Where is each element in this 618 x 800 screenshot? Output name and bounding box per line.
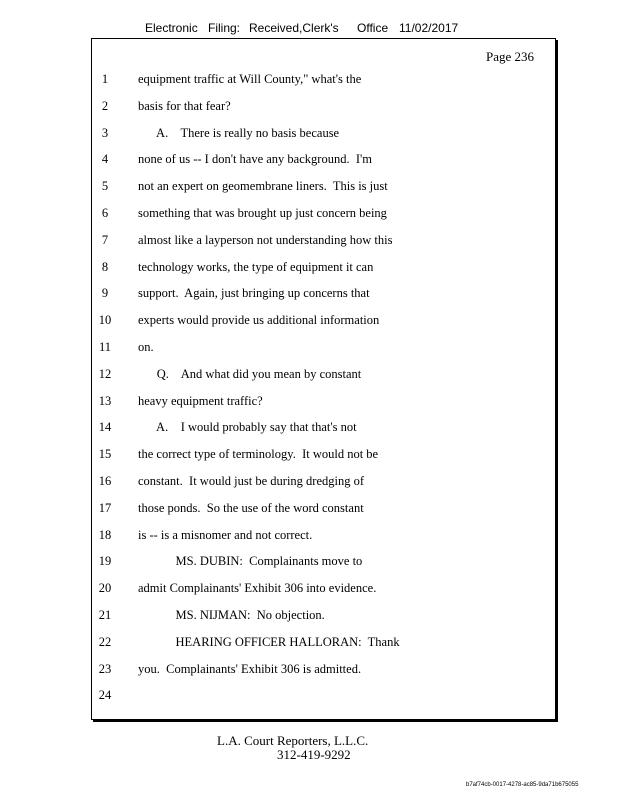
transcript-line [0, 286, 560, 304]
line-number: 13 [98, 393, 112, 408]
line-text: support. Again, just bringing up concerns that [138, 286, 370, 301]
line-text: constant. It would just be during dredging of [138, 474, 365, 488]
page-number: Page 236 [486, 49, 535, 64]
transcript-line [0, 635, 560, 653]
line-number: 19 [98, 554, 112, 569]
line-number: 3 [101, 125, 109, 140]
line-number: 12 [98, 366, 112, 381]
line-text: those ponds. So the use of the word constant [138, 500, 364, 515]
filing-header-office: Office [357, 21, 389, 35]
line-text: Q. And what did you mean by constant [138, 366, 362, 381]
line-number: 7 [101, 232, 109, 247]
transcript-line [0, 662, 560, 680]
line-number: 4 [101, 152, 109, 167]
filing-header-received: Received,Clerk's [249, 21, 339, 35]
line-number: 8 [101, 259, 109, 274]
transcript-line [0, 420, 560, 438]
transcript-line [0, 340, 560, 358]
line-number: 21 [98, 608, 112, 622]
filing-header-date: 11/02/2017 [399, 21, 459, 35]
line-text: MS. DUBIN: Complainants move to [138, 554, 363, 569]
line-number: 5 [101, 179, 109, 194]
line-number: 20 [98, 581, 112, 596]
line-text: HEARING OFFICER HALLORAN: Thank [138, 634, 400, 649]
line-text: none of us -- I don't have any background. I'm [138, 152, 372, 167]
line-text: on. [138, 340, 154, 354]
line-number: 1 [101, 72, 109, 86]
transcript-line [0, 394, 560, 412]
line-number: 9 [101, 286, 109, 301]
footer-phone: 312-419-9292 [277, 747, 351, 762]
line-number: 18 [98, 527, 112, 542]
line-text: experts would provide us additional information [138, 313, 380, 328]
line-text: not an expert on geomembrane liners. This is just [138, 179, 388, 194]
transcript-line [0, 233, 560, 251]
transcript-line [0, 313, 560, 331]
line-number: 10 [98, 313, 112, 328]
line-text: you. Complainants' Exhibit 306 is admitted. [138, 661, 362, 676]
line-number: 14 [98, 420, 112, 435]
line-text: is -- is a misnomer and not correct. [138, 527, 313, 542]
line-number: 15 [98, 447, 112, 462]
line-text: technology works, the type of equipment it can [138, 259, 374, 274]
transcript-line [0, 528, 560, 546]
transcript-line [0, 72, 560, 90]
line-text: equipment traffic at Will County," what's the [138, 72, 362, 86]
transcript-line [0, 260, 560, 278]
line-number: 16 [98, 474, 112, 488]
transcript-line [0, 608, 560, 626]
transcript-line [0, 206, 560, 224]
line-text: MS. NIJMAN: No objection. [138, 608, 325, 622]
transcript-line [0, 474, 560, 492]
transcript-line [0, 126, 560, 144]
line-text: almost like a layperson not understanding how this [138, 232, 393, 247]
transcript-line [0, 501, 560, 519]
filing-header [0, 21, 618, 37]
line-text: something that was brought up just concern being [138, 206, 387, 220]
line-number: 23 [98, 661, 112, 676]
line-number: 22 [98, 634, 112, 649]
transcript-line [0, 581, 560, 599]
line-text: admit Complainants' Exhibit 306 into evidence. [138, 581, 377, 596]
line-number: 6 [101, 206, 109, 220]
line-text: heavy equipment traffic? [138, 393, 263, 408]
line-number: 11 [98, 340, 112, 354]
transcript-line [0, 554, 560, 572]
line-text: A. I would probably say that that's not [138, 420, 357, 435]
footer-company: L.A. Court Reporters, L.L.C. [217, 733, 369, 748]
transcript-line [0, 367, 560, 385]
filing-header-electronic: Electronic [145, 21, 198, 35]
transcript-line [0, 179, 560, 197]
filing-header-filing: Filing: [208, 21, 241, 35]
document-id: b7af74cb-0017-4278-ac85-9da71b675055 [466, 782, 579, 788]
line-number: 17 [98, 500, 112, 515]
line-number: 24 [98, 688, 112, 703]
transcript-line [0, 688, 560, 706]
transcript-line [0, 99, 560, 117]
transcript-line [0, 152, 560, 170]
line-text: the correct type of terminology. It would not be [138, 447, 379, 462]
transcript-line [0, 447, 560, 465]
line-text: basis for that fear? [138, 98, 231, 113]
line-number: 2 [101, 98, 109, 113]
line-text: A. There is really no basis because [138, 125, 340, 140]
